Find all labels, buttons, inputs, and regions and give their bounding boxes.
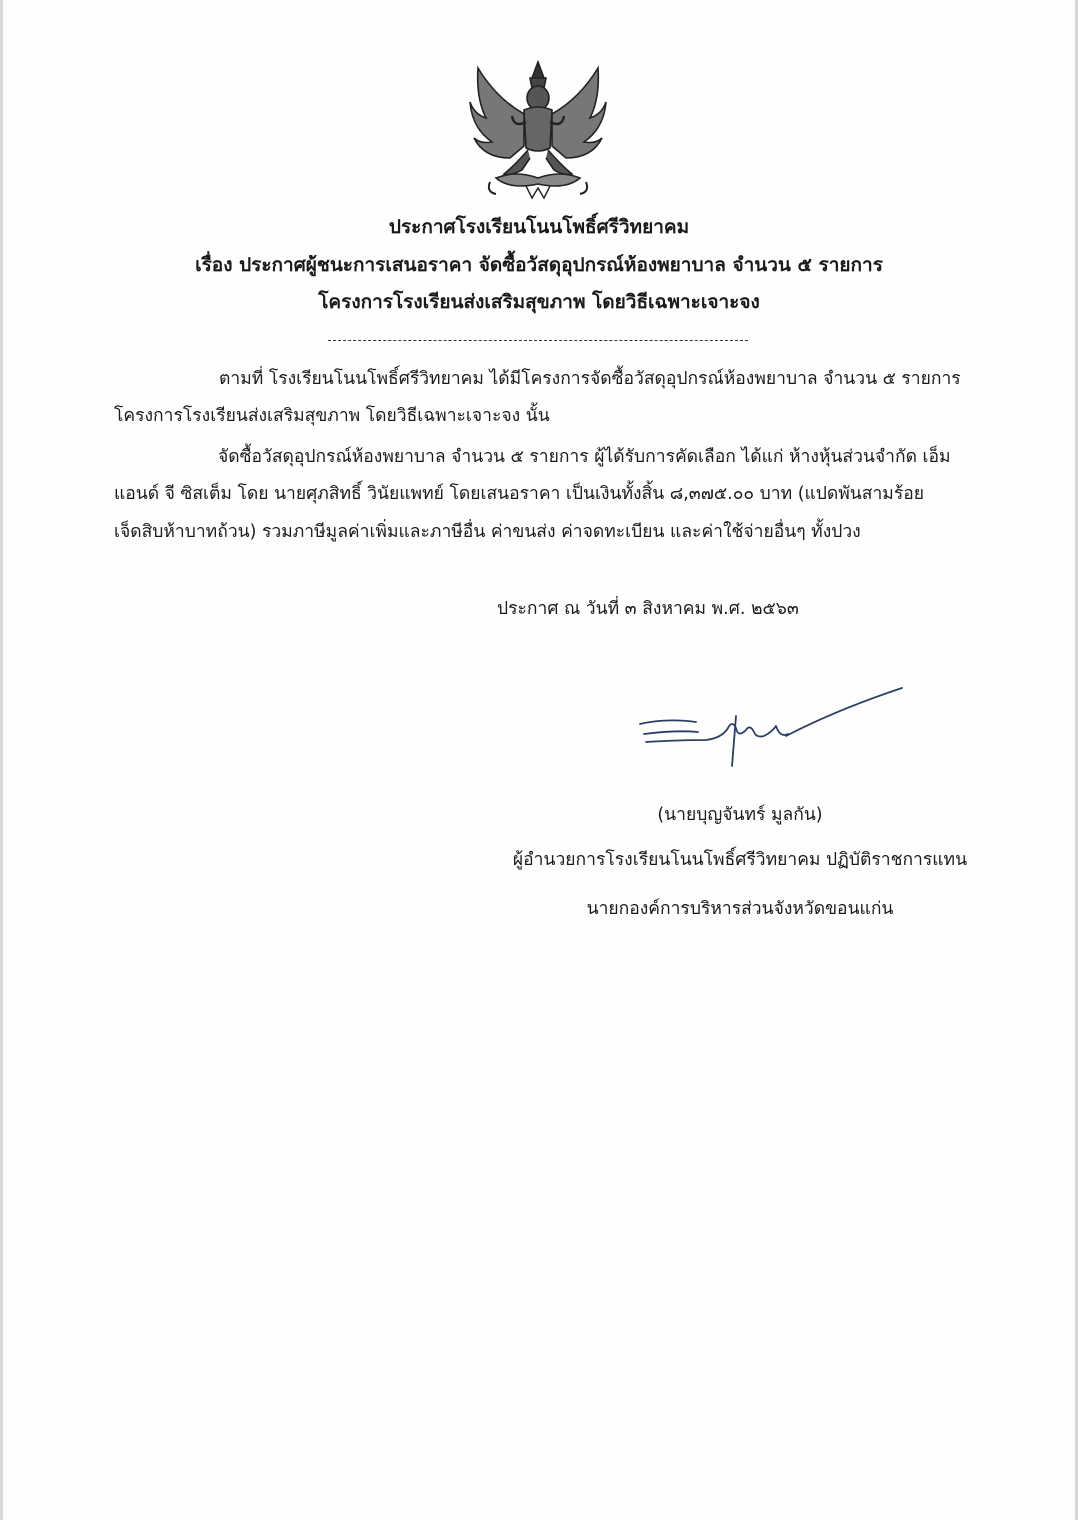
announcement-title: ประกาศโรงเรียนโนนโพธิ์ศรีวิทยาคม — [388, 216, 690, 238]
body-line-1: ตามที่ โรงเรียนโนนโพธิ์ศรีวิทยาคม ได้มีโครงการจัดซื้อวัสดุอุปกรณ์ห้องพยาบาล จำนวน ๕ รายการ — [219, 369, 961, 389]
announcement-subject: เรื่อง ประกาศผู้ชนะการเสนอราคา จัดซื้อวัสดุอุปกรณ์ห้องพยาบาล จำนวน ๕ รายการ — [195, 254, 883, 276]
separator-line — [328, 340, 748, 341]
body-line-5: เจ็ดสิบห้าบาทถ้วน) รวมภาษีมูลค่าเพิ่มและภาษีอื่น ค่าขนส่ง ค่าจดทะเบียน และค่าใช้จ่ายอื่นๆ ทั้งปวง — [114, 522, 861, 542]
announcement-project: โครงการโรงเรียนส่งเสริมสุขภาพ โดยวิธีเฉพาะเจาะจง — [318, 291, 760, 313]
signatory-on-behalf: นายกองค์การบริหารส่วนจังหวัดขอนแก่น — [586, 899, 894, 919]
body-line-4: แอนด์ จี ซิสเต็ม โดย นายศุภสิทธิ์ วินัยแพทย์ โดยเสนอราคา เป็นเงินทั้งสิ้น ๘,๓๗๕.๐๐ บาท (แปดพันสามร้อย — [114, 484, 924, 504]
signatory-name: (นายบุญจันทร์ มูลกัน) — [657, 805, 823, 825]
body-line-2: โครงการโรงเรียนส่งเสริมสุขภาพ โดยวิธีเฉพาะเจาะจง นั้น — [114, 406, 550, 426]
announcement-date: ประกาศ ณ วันที่ ๓ สิงหาคม พ.ศ. ๒๕๖๓ — [497, 599, 799, 619]
signatory-position: ผู้อำนวยการโรงเรียนโนนโพธิ์ศรีวิทยาคม ปฏิบัติราชการแทน — [512, 850, 968, 870]
handwritten-signature — [636, 680, 916, 780]
body-line-3: จัดซื้อวัสดุอุปกรณ์ห้องพยาบาล จำนวน ๕ รายการ ผู้ได้รับการคัดเลือก ได้แก่ ห้างหุ้นส่วนจำกัด เอ็ม — [218, 447, 951, 467]
garuda-emblem-icon — [466, 58, 610, 200]
